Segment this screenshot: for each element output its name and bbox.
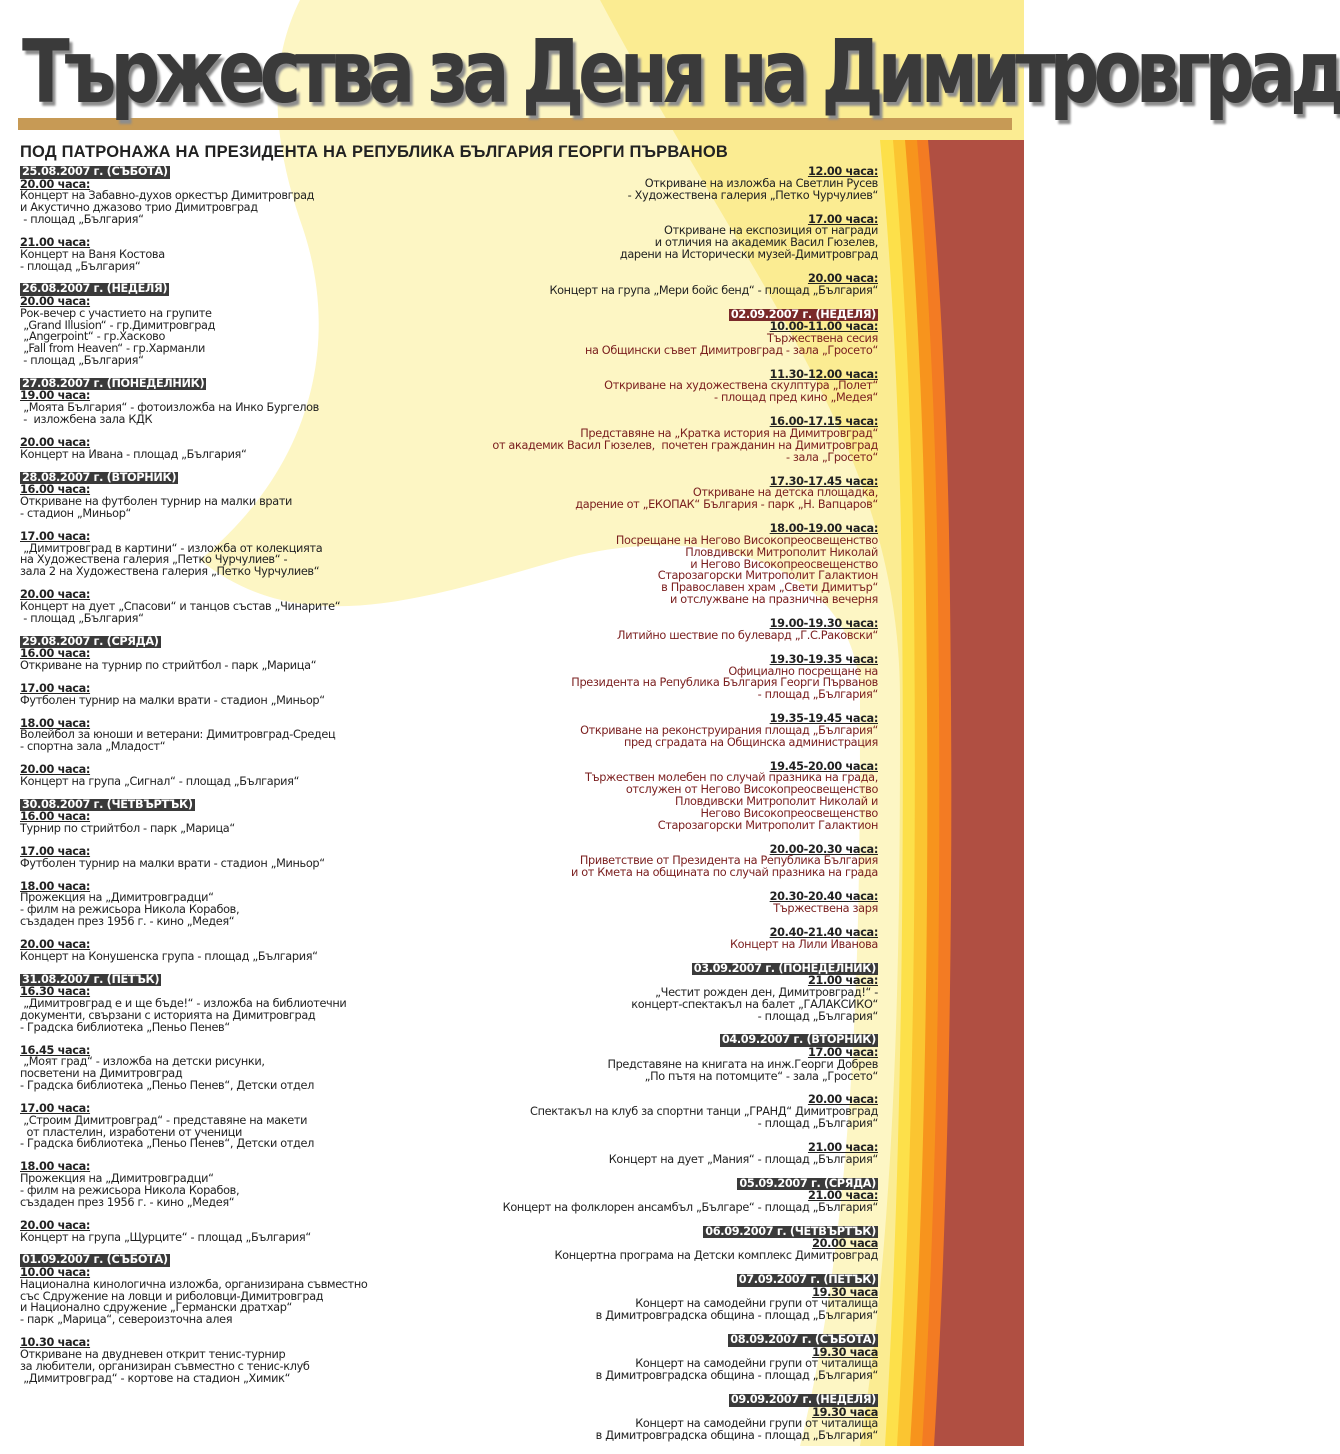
day-block xyxy=(20,636,490,788)
event-time: 20.00 часа: xyxy=(20,937,91,951)
schedule-event xyxy=(20,718,490,754)
event-time: 16.00 часа: xyxy=(20,483,91,497)
event-description-line: Футболен турнир на малки врати - стадион „Миньор“ xyxy=(20,693,325,707)
event-time: 16.00-17.15 часа: xyxy=(769,415,878,429)
event-description-line: Пловдивски Митрополит Николай и xyxy=(675,795,878,809)
event-description-line: и Негово Високопреосвещенство xyxy=(690,557,878,571)
event-description-line: и от Кмета на общината по случай празника на града xyxy=(570,866,878,880)
event-time: 19.00 часа: xyxy=(20,389,91,403)
event-description-line: - филм на режисьора Никола Корабов, xyxy=(20,903,240,917)
event-description-line: Откриване на изложба на Светлин Русев xyxy=(644,176,878,190)
day-block xyxy=(20,283,490,367)
event-time: 20.00 часа: xyxy=(807,271,878,285)
event-description-line: „Димитровград е и ще бъде!“ - изложба на библиотечни xyxy=(20,997,347,1010)
event-description-line: посветени на Димитровград xyxy=(20,1067,183,1081)
event-description-line: Концертна програма на Детски комплекс Димитровград xyxy=(554,1249,878,1263)
event-description-line: в Православен храм „Свети Димитър“ xyxy=(661,581,878,595)
event-description-line: - зала „Гросето“ xyxy=(785,450,878,464)
event-time: 10.00-11.00 часа: xyxy=(769,320,878,334)
event-time: 18.00-19.00 часа: xyxy=(769,522,878,536)
event-description-line: - площад „България“ xyxy=(20,354,144,368)
event-description-line: Турнир по стрийтбол - парк „Марица“ xyxy=(20,822,235,836)
event-time: 20.00 часа: xyxy=(20,763,91,777)
schedule-event xyxy=(20,296,490,367)
event-time: 19.30 часа xyxy=(812,1345,878,1359)
schedule-event xyxy=(430,927,878,951)
event-description-line: Тържествена заря xyxy=(773,902,878,915)
event-time: 16.30 часа: xyxy=(20,985,91,999)
left-schedule-column xyxy=(20,166,490,1395)
event-description-line: пред сградата на Общинска администрация xyxy=(623,735,878,749)
event-description-line: Официално посрещане на xyxy=(728,664,878,678)
schedule-event xyxy=(20,1267,490,1326)
day-block xyxy=(430,166,878,297)
day-block xyxy=(430,1226,878,1262)
event-description-line: - Градска библиотека „Пеньо Пенев“, Детски отдел xyxy=(20,1137,314,1151)
schedule-event xyxy=(20,648,490,672)
event-time: 18.00 часа: xyxy=(20,716,91,730)
event-time: 19.45-20.00 часа: xyxy=(769,759,878,773)
event-time: 19.30 часа xyxy=(812,1285,878,1299)
event-description-line: отслужен от Негово Високопреосвещенство xyxy=(625,783,878,797)
event-description-line: „Димитровград“ - кортове на стадион „Химик“ xyxy=(20,1371,291,1385)
event-description-line: Концерт на група „Сигнал“ - площад „България“ xyxy=(20,774,300,788)
event-description-line: Тържествен молебен по случай празника на града, xyxy=(585,771,878,785)
event-description-line: Пловдивски Митрополит Николай xyxy=(685,545,878,559)
event-description-line: Откриване на двудневен открит тенис-турнир xyxy=(20,1347,286,1361)
schedule-event xyxy=(20,1045,490,1092)
event-description-line: Откриване на художествена скулптура „Полет“ xyxy=(604,379,878,393)
schedule-event xyxy=(430,1190,878,1214)
schedule-event xyxy=(20,484,490,520)
schedule-event xyxy=(430,618,878,642)
event-description-line: „Fall from Heaven“ - гр.Харманли xyxy=(20,342,205,356)
schedule-event xyxy=(20,881,490,928)
event-description-line: Рок-вечер с участието на групите xyxy=(20,306,212,320)
schedule-event xyxy=(430,844,878,880)
event-description-line: за любители, организиран съвместно с тенис-клуб xyxy=(20,1359,310,1373)
event-time: 21.00 часа: xyxy=(807,1140,878,1154)
schedule-event xyxy=(430,654,878,701)
day-date-header: 09.09.2007 г. (НЕДЕЛЯ) xyxy=(730,1393,876,1407)
event-description-line: „Моята България“ - фотоизложба на Инко Бургелов xyxy=(20,401,319,415)
event-description-line: от академик Васил Гюзелев, почетен гражданин на Димитровград xyxy=(492,438,878,452)
day-block xyxy=(20,166,490,272)
schedule-event xyxy=(20,939,490,963)
schedule-event xyxy=(20,986,490,1033)
schedule-event xyxy=(20,179,490,226)
event-description-line: със Сдружение на ловци и риболовци-Димитровград xyxy=(20,1289,324,1303)
event-description-line: Прожекция на „Димитровградци“ xyxy=(20,891,214,905)
event-time: 21.00 часа: xyxy=(807,974,878,988)
event-description-line: Представяне на „Кратка история на Димитровград“ xyxy=(580,427,878,440)
schedule-event xyxy=(430,1094,878,1130)
event-time: 17.00 часа: xyxy=(20,681,91,695)
event-description-line: Футболен турнир на малки врати - стадион „Миньор“ xyxy=(20,856,325,870)
schedule-event xyxy=(20,1220,490,1244)
schedule-event xyxy=(430,1347,878,1383)
day-block xyxy=(430,1034,878,1165)
day-block xyxy=(20,1254,490,1384)
day-block xyxy=(20,378,490,461)
event-time: 18.00 часа: xyxy=(20,1160,91,1174)
day-block xyxy=(430,309,878,951)
event-description-line: „Димитровград в картини“ - изложба от колекцията xyxy=(20,541,323,555)
event-description-line: - Градска библиотека „Пеньо Пенев“ xyxy=(20,1020,230,1034)
schedule-event xyxy=(430,1407,878,1443)
schedule-event xyxy=(20,237,490,273)
event-description-line: Откриване на турнир по стрийтбол - парк „Марица“ xyxy=(20,658,317,672)
event-description-line: и отличия на академик Васил Гюзелев, xyxy=(654,236,878,250)
schedule-event xyxy=(20,589,490,625)
event-time: 20.00 часа xyxy=(812,1237,878,1251)
event-description-line: Концерт на Конушенска група - площад „България“ xyxy=(20,949,318,963)
event-time: 12.00 часа: xyxy=(807,165,878,178)
day-date-header: 26.08.2007 г. (НЕДЕЛЯ) xyxy=(22,282,168,296)
event-time: 10.30 часа: xyxy=(20,1336,91,1350)
event-description-line: - Художествена галерия „Петко Чурчулиев“ xyxy=(627,188,878,202)
schedule-event xyxy=(430,369,878,405)
event-description-line: Откриване на реконструирания площад „България“ xyxy=(580,723,878,737)
day-block xyxy=(430,1178,878,1214)
schedule-event xyxy=(20,683,490,707)
day-block xyxy=(430,1274,878,1322)
day-date-header: 08.09.2007 г. (СЪБОТА) xyxy=(730,1333,876,1347)
schedule-event xyxy=(20,764,490,788)
event-description-line: и отслужване на празнична вечерня xyxy=(670,593,878,607)
event-description-line: Спектакъл на клуб за спортни танци „ГРАНД“ Димитровград xyxy=(530,1105,878,1119)
event-description-line: - площад „България“ xyxy=(757,1009,878,1023)
event-time: 20.00 часа: xyxy=(807,1093,878,1107)
event-description-line: Концерт на Забавно-духов оркестър Димитровград xyxy=(20,189,315,203)
event-time: 20.00-20.30 часа: xyxy=(769,842,878,856)
event-time: 17.00 часа: xyxy=(20,1101,91,1115)
event-description-line: - площад пред кино „Медея“ xyxy=(714,391,878,405)
event-description-line: Откриване на футболен турнир на малки врати xyxy=(20,495,293,509)
schedule-event xyxy=(430,891,878,915)
event-time: 20.00 часа: xyxy=(20,588,91,602)
event-description-line: Концерт на Лили Иванова xyxy=(729,937,878,951)
event-description-line: - спортна зала „Младост“ xyxy=(20,740,166,754)
event-description-line: - площад „България“ xyxy=(757,1117,878,1131)
event-description-line: и Национално сдружение „Германски дратхар“ xyxy=(20,1301,293,1315)
schedule-event xyxy=(430,761,878,832)
day-date-header: 05.09.2007 г. (СРЯДА) xyxy=(739,1176,876,1190)
event-description-line: - площад „България“ xyxy=(20,213,144,227)
day-date-header: 03.09.2007 г. (ПОНЕДЕЛНИК) xyxy=(693,961,876,975)
event-description-line: Приветствие от Президента на Република България xyxy=(579,854,878,868)
event-time: 19.30 часа xyxy=(812,1405,878,1419)
event-description-line: Концерт на група „Щурците“ - площад „България“ xyxy=(20,1230,311,1244)
event-description-line: дарени на Исторически музей-Димитровград xyxy=(619,248,878,262)
event-description-line: дарение от „ЕКОПАК“ България - парк „Н. Вапцаров“ xyxy=(575,498,878,512)
event-description-line: Концерт на група „Мери бойс бенд“ - площад „България“ xyxy=(549,283,878,297)
event-time: 19.30-19.35 часа: xyxy=(769,652,878,666)
event-time: 21.00 часа: xyxy=(807,1189,878,1203)
day-date-header: 02.09.2007 г. (НЕДЕЛЯ) xyxy=(730,307,876,321)
schedule-event xyxy=(430,523,878,606)
day-date-header: 25.08.2007 г. (СЪБОТА) xyxy=(22,165,168,178)
day-date-header: 29.08.2007 г. (СРЯДА) xyxy=(22,634,159,648)
event-time: 20.00 часа: xyxy=(20,294,91,308)
event-time: 10.00 часа: xyxy=(20,1265,91,1279)
event-time: 18.00 часа: xyxy=(20,879,91,893)
event-time: 17.30-17.45 часа: xyxy=(769,474,878,488)
event-description-line: „По пътя на потомците“ - зала „Гросето“ xyxy=(641,1069,878,1083)
event-description-line: Концерт на самодейни групи от читалища xyxy=(635,1297,878,1311)
event-description-line: на Художествена галерия „Петко Чурчулиев“ - xyxy=(20,553,288,567)
day-date-header: 07.09.2007 г. (ПЕТЪК) xyxy=(738,1273,876,1287)
day-block xyxy=(20,799,490,963)
event-description-line: Концерт на самодейни групи от читалища xyxy=(635,1417,878,1431)
event-time: 17.00 часа: xyxy=(20,844,91,858)
event-description-line: в Димитровградска община - площад „България“ xyxy=(595,1309,878,1323)
event-description-line: - стадион „Миньор“ xyxy=(20,506,132,520)
schedule-event xyxy=(20,1161,490,1208)
event-description-line: - Градска библиотека „Пеньо Пенев“, Детски отдел xyxy=(20,1079,314,1093)
day-date-header: 06.09.2007 г. (ЧЕТВЪРТЪК) xyxy=(705,1224,876,1238)
event-description-line: в Димитровградска община - площад „България“ xyxy=(595,1369,878,1383)
event-time: 16.00 часа: xyxy=(20,810,91,824)
page-title: Тържества за Деня на Димитровград xyxy=(22,20,1340,124)
event-description-line: „Grand Illusion“ - гр.Димитровград xyxy=(20,318,216,332)
schedule-event xyxy=(430,273,878,297)
schedule-event xyxy=(20,846,490,870)
event-time: 20.40-21.40 часа: xyxy=(769,925,878,939)
event-time: 17.00 часа: xyxy=(20,529,91,543)
schedule-event xyxy=(430,1238,878,1262)
event-time: 20.00 часа: xyxy=(20,1218,91,1232)
event-description-line: Старозагорски Митрополит Галактион xyxy=(657,818,878,832)
event-description-line: „Честит рожден ден, Димитровград!“ - xyxy=(651,985,878,999)
event-time: 19.00-19.30 часа: xyxy=(769,616,878,630)
schedule-event xyxy=(430,321,878,357)
event-time: 11.30-12.00 часа: xyxy=(769,367,878,381)
event-time: 17.00 часа: xyxy=(807,1045,878,1059)
event-description-line: Тържествена сесия xyxy=(766,331,878,345)
day-block xyxy=(20,974,490,1244)
day-date-header: 30.08.2007 г. (ЧЕТВЪРТЪК) xyxy=(22,797,193,811)
event-description-line: - площад „България“ xyxy=(20,259,141,273)
schedule-event xyxy=(430,1142,878,1166)
event-description-line: Концерт на самодейни групи от читалища xyxy=(635,1357,878,1371)
day-block xyxy=(430,1334,878,1382)
event-description-line: „Моят град“ - изложба на детски рисунки, xyxy=(20,1055,265,1069)
schedule-event xyxy=(430,1287,878,1323)
event-description-line: Представяне на книгата на инж.Георги Добрев xyxy=(607,1057,878,1071)
event-description-line: зала 2 на Художествена галерия „Петко Чурчулиев“ xyxy=(20,565,320,579)
event-description-line: „Строим Димитровград“ - представяне на макети xyxy=(20,1113,308,1127)
event-description-line: създаден през 1956 г. - кино „Медея“ xyxy=(20,1195,235,1209)
day-date-header: 27.08.2007 г. (ПОНЕДЕЛНИК) xyxy=(22,376,205,390)
event-description-line: - парк „Марица“, североизточна алея xyxy=(20,1313,233,1327)
event-description-line: Посрещане на Негово Високопреосвещенство xyxy=(615,533,878,547)
event-description-line: Старозагорски Митрополит Галактион xyxy=(657,569,878,583)
day-block xyxy=(430,1394,878,1442)
event-description-line: създаден през 1956 г. - кино „Медея“ xyxy=(20,915,235,929)
event-description-line: „Angerpoint“ - гр.Хасково xyxy=(20,330,166,344)
event-time: 20.00 часа: xyxy=(20,436,91,449)
event-description-line: - изложбена зала КДК xyxy=(20,413,153,427)
day-date-header: 31.08.2007 г. (ПЕТЪК) xyxy=(22,972,160,986)
event-description-line: Концерт на дует „Мания“ - площад „България“ xyxy=(608,1152,878,1166)
event-description-line: на Общински съвет Димитровград - зала „Гросето“ xyxy=(584,343,878,357)
event-description-line: - филм на режисьора Никола Корабов, xyxy=(20,1183,240,1197)
day-date-header: 28.08.2007 г. (ВТОРНИК) xyxy=(22,470,177,484)
event-description-line: Волейбол за юноши и ветерани: Димитровград-Средец xyxy=(20,728,336,742)
schedule-event xyxy=(20,1337,490,1384)
day-date-header: 01.09.2007 г. (СЪБОТА) xyxy=(22,1253,168,1267)
event-description-line: в Димитровградска община - площад „България“ xyxy=(595,1429,878,1443)
day-block xyxy=(20,472,490,625)
schedule-event xyxy=(20,811,490,835)
schedule-event xyxy=(20,531,490,578)
event-description-line: - площад „България“ xyxy=(757,688,878,702)
schedule-event xyxy=(20,390,490,426)
event-description-line: Концерт на дует „Спасови“ и танцов състав „Чинарите“ xyxy=(20,599,341,613)
event-description-line: Откриване на детска площадка, xyxy=(692,486,878,500)
patronage-subtitle: ПОД ПАТРОНАЖА НА ПРЕЗИДЕНТА НА РЕПУБЛИКА БЪЛГАРИЯ ГЕОРГИ ПЪРВАНОВ xyxy=(20,143,728,161)
event-description-line: Национална кинологична изложба, организирана съвместно xyxy=(20,1277,368,1291)
event-time: 16.00 часа: xyxy=(20,647,91,661)
event-description-line: и Акустично джазово трио Димитровград xyxy=(20,201,258,215)
event-time: 17.00 часа: xyxy=(807,212,878,226)
event-description-line: - площад „България“ xyxy=(20,611,144,625)
event-description-line: Прожекция на „Димитровградци“ xyxy=(20,1172,214,1186)
event-description-line: концерт-спектакъл на балет „ГАЛАКСИКО“ xyxy=(631,997,878,1011)
event-time: 21.00 часа: xyxy=(20,235,91,249)
schedule-event xyxy=(430,476,878,512)
event-description-line: Концерт на Ваня Костова xyxy=(20,247,165,261)
event-description-line: от пластелин, изработени от ученици xyxy=(20,1125,243,1139)
event-description-line: Президента на Република България Георги Първанов xyxy=(571,676,878,690)
event-time: 20.30-20.40 часа: xyxy=(769,890,878,904)
event-time: 19.35-19.45 часа: xyxy=(769,712,878,726)
schedule-event xyxy=(430,416,878,463)
schedule-event xyxy=(20,437,490,461)
day-date-header: 04.09.2007 г. (ВТОРНИК) xyxy=(721,1033,876,1047)
event-description-line: Негово Високопреосвещенство xyxy=(700,806,878,820)
event-description-line: Концерт на Ивана - площад „България“ xyxy=(20,447,247,461)
event-time: 20.00 часа: xyxy=(20,177,91,191)
event-description-line: Концерт на фолклорен ансамбъл „Българе“ - площад „България“ xyxy=(502,1201,878,1214)
right-schedule-column xyxy=(430,166,878,1454)
event-description-line: документи, свързани с историята на Димитровград xyxy=(20,1008,316,1022)
event-description-line: Откриване на експозиция от награди xyxy=(664,224,878,238)
schedule-event xyxy=(430,214,878,261)
schedule-event xyxy=(430,975,878,1022)
schedule-event xyxy=(430,166,878,202)
event-time: 16.45 часа: xyxy=(20,1043,91,1057)
schedule-event xyxy=(20,1103,490,1150)
day-block xyxy=(430,963,878,1023)
event-description-line: Литийно шествие по булевард „Г.С.Раковски“ xyxy=(617,628,878,642)
schedule-event xyxy=(430,1047,878,1083)
schedule-event xyxy=(430,713,878,749)
